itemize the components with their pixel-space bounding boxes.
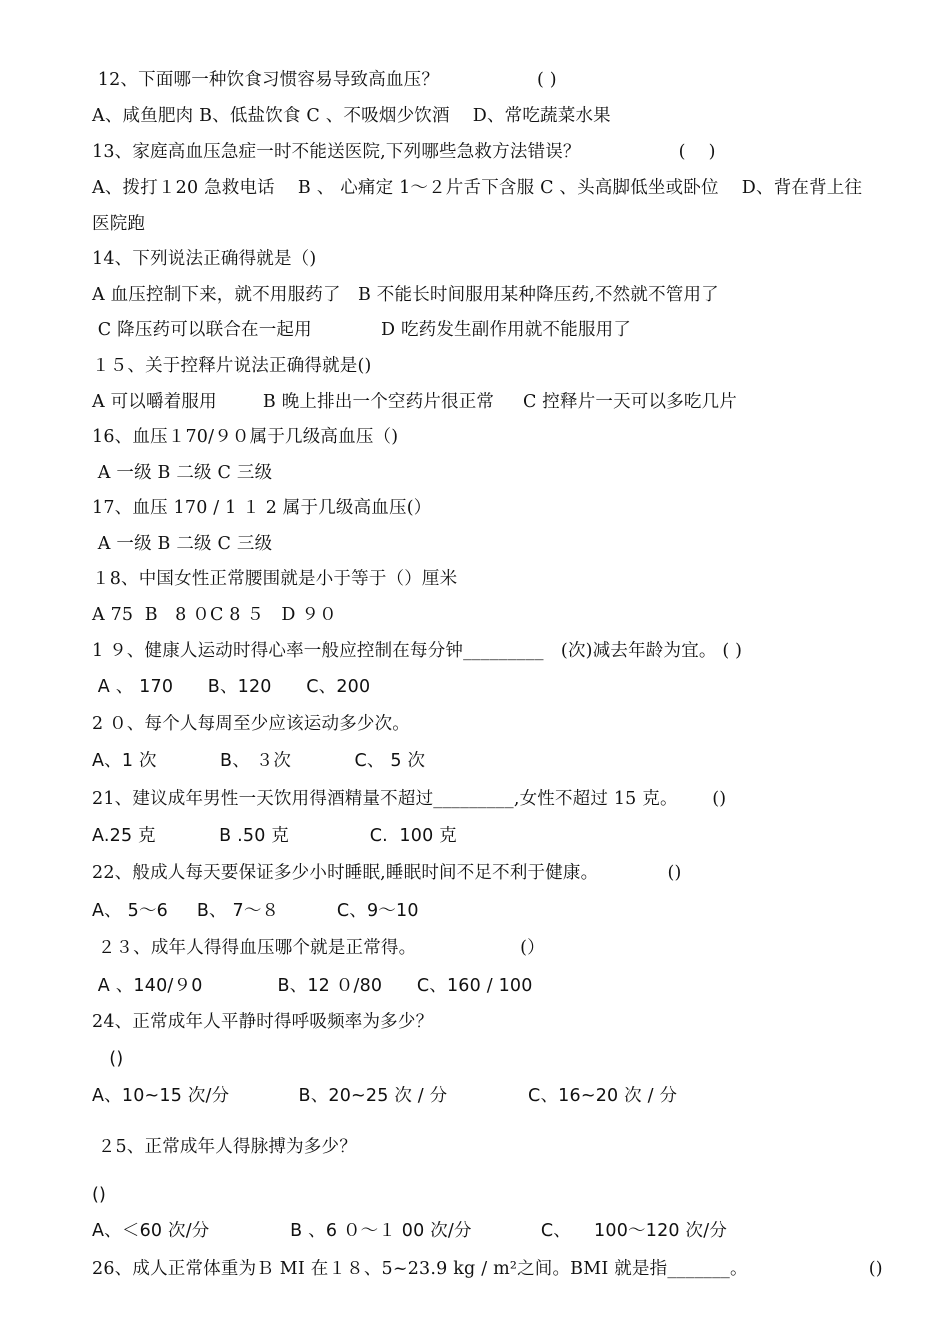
question-18: １8、中国女性正常腰围就是小于等于（）厘米 [92, 569, 458, 589]
question-20-options: A、1 次 B、 ３次 C、 5 次 [92, 751, 426, 771]
question-20: 2 ０、每个人每周至少应该运动多少次。 [92, 714, 410, 734]
question-13: 13、家庭高血压急症一时不能送医院,下列哪些急救方法错误？ ( ) [92, 142, 716, 162]
question-24-options: A、10~15 次/分 B、20~25 次 / 分 C、16~20 次 / 分 [92, 1086, 678, 1106]
question-16: 16、血压１70/９０属于几级高血压（) [92, 427, 399, 447]
question-21: 21、建议成年男性一天饮用得酒精量不超过_________,女性不超过 15 克。 () [92, 789, 727, 809]
question-24-answer-blank: () [92, 1049, 124, 1069]
question-23-options: A 、140/９0 B、12 ０/80 C、160 / 100 [92, 976, 533, 996]
question-15-options: A 可以嚼着服用 B 晚上排出一个空药片很正常 C 控释片一天可以多吃几片 [92, 392, 737, 412]
question-23: ２３、成年人得得血压哪个就是正常得。 (） [92, 938, 545, 958]
question-25-options: A、＜60 次/分 B 、6 ０～１ 00 次/分 C、 100～120 次/分 [92, 1221, 728, 1241]
question-18-options: A 75 B 8 ０C 8 ５ D ９０ [92, 605, 337, 625]
question-19-options: A 、 170 B、120 C、200 [92, 677, 371, 697]
question-13-options: A、拨打１20 急救电话 B 、 心痛定 1～２片舌下含服 C 、头高脚低坐或卧位 D、背在背上往 [92, 178, 863, 198]
question-22-options: A、 5～6 B、 7～８ C、9～10 [92, 901, 419, 921]
question-24: 24、正常成年人平静时得呼吸频率为多少？ [92, 1012, 434, 1032]
question-25: ２5、正常成年人得脉搏为多少？ [92, 1137, 357, 1157]
question-15: １５、关于控释片说法正确得就是() [92, 356, 372, 376]
question-19: 1 ９、健康人运动时得心率一般应控制在每分钟_________ (次)减去年龄为宜。 ( ) [92, 641, 743, 661]
question-12-options: A、咸鱼肥肉 B、低盐饮食 C 、不吸烟少饮酒 D、常吃蔬菜水果 [92, 106, 611, 126]
question-17-options: A 一级 B 二级 C 三级 [92, 534, 273, 554]
question-17: 17、血压 170 / 1 １ 2 属于几级高血压(） [92, 498, 432, 518]
question-21-options: A.25 克 B .50 克 C. 100 克 [92, 826, 457, 846]
question-25-answer-blank: () [92, 1185, 107, 1205]
question-12: 12、下面哪一种饮食习惯容易导致高血压？ ( ) [92, 70, 557, 90]
question-14: 14、下列说法正确得就是（) [92, 249, 317, 269]
question-26: 26、成人正常体重为Ｂ MI 在１８、5~23.9 kg / m²之间。BMI 就是指_______。 () [92, 1259, 883, 1279]
question-13-options-continued: 医院跑 [92, 214, 146, 234]
question-14-options-cd: C 降压药可以联合在一起用 D 吃药发生副作用就不能服用了 [92, 320, 632, 340]
question-14-options-ab: A 血压控制下来，就不用服药了 B 不能长时间服用某种降压药,不然就不管用了 [92, 285, 719, 305]
question-22: 22、般成人每天要保证多少小时睡眠,睡眠时间不足不利于健康。 () [92, 863, 682, 883]
question-16-options: A 一级 B 二级 C 三级 [92, 463, 273, 483]
